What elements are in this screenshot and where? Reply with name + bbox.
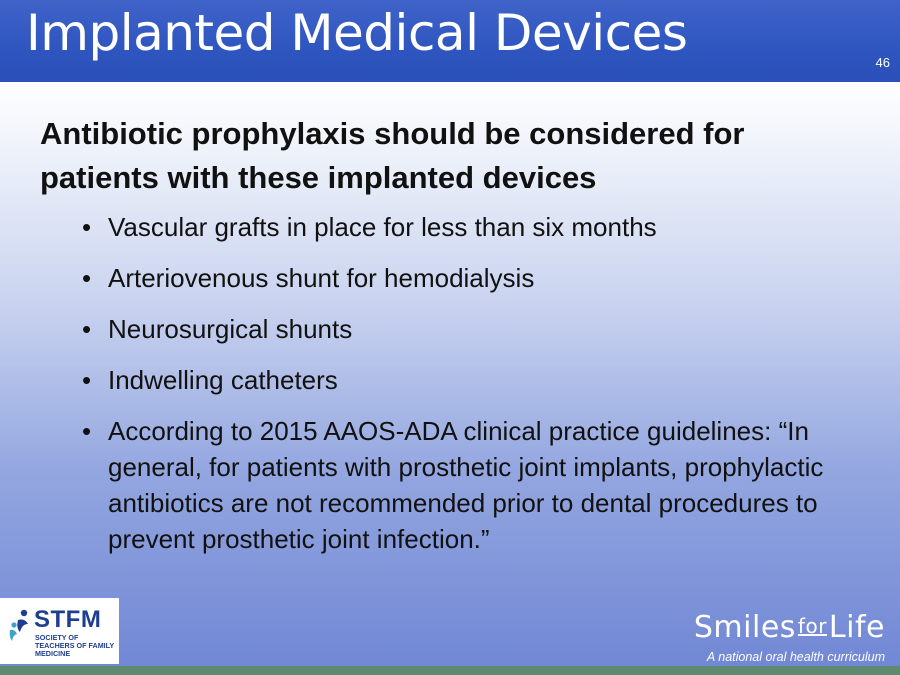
sfl-tagline: A national oral health curriculum — [706, 650, 885, 664]
bullet-text: Vascular grafts in place for less than six months — [108, 212, 657, 242]
sfl-life: Life — [828, 610, 885, 645]
sfl-smiles: Smiles — [693, 610, 796, 645]
stfm-figures-icon — [8, 608, 32, 648]
bullet-icon: • — [82, 263, 92, 293]
title-bar — [0, 0, 900, 82]
slide-title: Implanted Medical Devices — [26, 4, 688, 62]
list-item — [82, 311, 852, 347]
bullet-text: According to 2015 AAOS-ADA clinical practice guidelines: “In general, for patients with prosthetic joint implants, prophylactic antibiotics are not recommended prior to dental procedures to prevent prosthetic joint infection.” — [108, 416, 824, 554]
bullet-icon: • — [82, 416, 92, 446]
slide-heading: Antibiotic prophylaxis should be considered for patients with these implanted devices — [40, 116, 745, 195]
list-item — [82, 413, 852, 557]
sfl-wordmark — [694, 610, 885, 644]
bullet-icon: • — [82, 212, 92, 242]
bullet-text: Arteriovenous shunt for hemodialysis — [108, 263, 535, 293]
list-item — [82, 209, 852, 245]
footer-bar — [0, 666, 900, 675]
sfl-for: for — [797, 614, 827, 638]
bullet-list — [82, 209, 852, 572]
bullet-icon: • — [82, 314, 92, 344]
stfm-subtitle: SOCIETY OF TEACHERS OF FAMILY MEDICINE — [35, 633, 115, 658]
stfm-wordmark: STFM — [34, 606, 102, 633]
slide-number: 46 — [875, 55, 890, 70]
list-item — [82, 362, 852, 398]
bullet-text: Neurosurgical shunts — [108, 314, 353, 344]
bullet-text: Indwelling catheters — [108, 365, 338, 395]
list-item — [82, 260, 852, 296]
bullet-icon: • — [82, 365, 92, 395]
smiles-for-life-logo — [694, 610, 885, 664]
stfm-logo — [0, 598, 119, 664]
